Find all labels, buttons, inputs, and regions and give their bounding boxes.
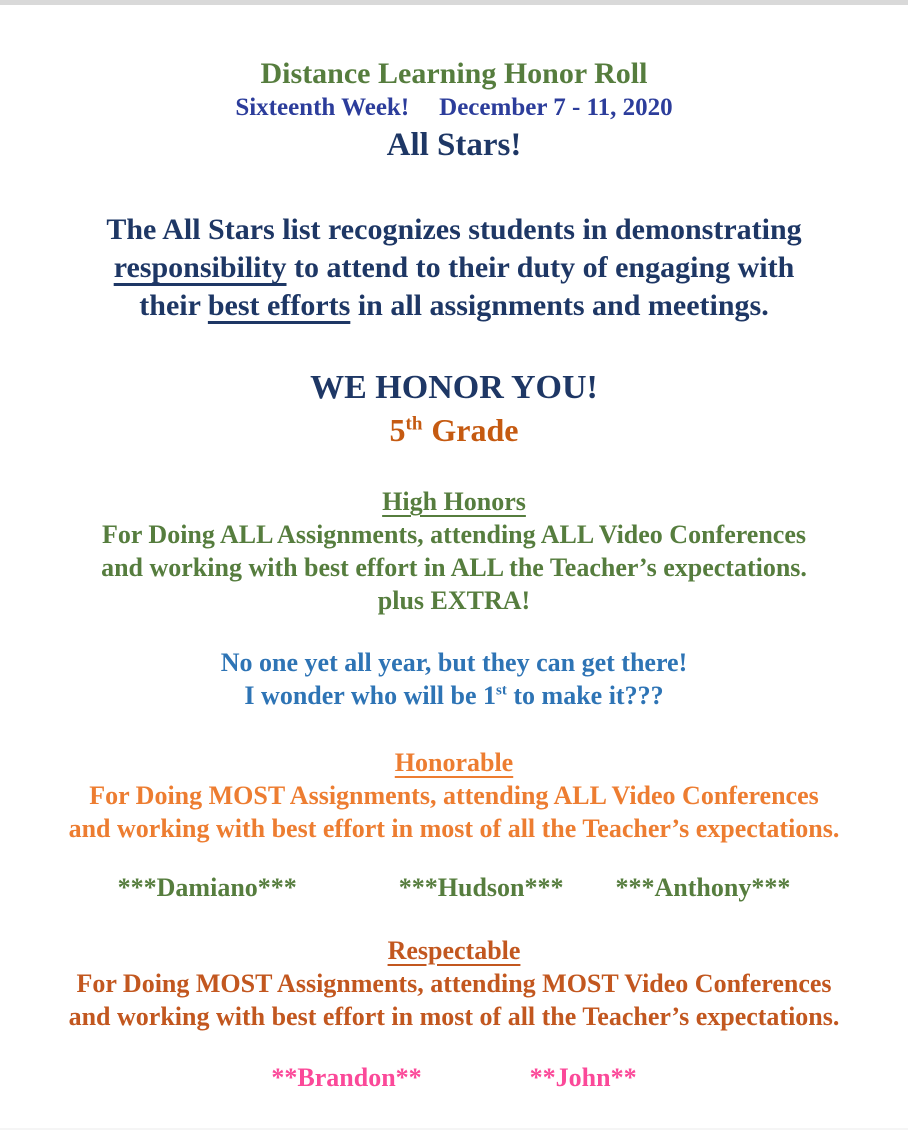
responsibility-underlined: responsibility <box>113 251 287 284</box>
best-efforts-underlined: best efforts <box>207 289 351 322</box>
note-line-2 <box>0 679 908 712</box>
all-stars-subtitle: All Stars! <box>386 127 522 163</box>
intro-line-3-pre: their <box>139 289 208 322</box>
intro-paragraph <box>0 211 908 325</box>
honorable-name-damiano: ***Damiano*** <box>117 873 297 902</box>
week-date-line <box>0 93 908 123</box>
grade-line <box>0 409 908 451</box>
date-range: December 7 - 11, 2020 <box>439 94 673 121</box>
encouragement-note <box>0 646 908 712</box>
respectable-name-john: **John** <box>529 1063 637 1092</box>
respectable-heading: Respectable <box>387 936 521 965</box>
page-top-edge <box>0 0 908 5</box>
respectable-section <box>0 934 908 1033</box>
intro-line-2 <box>0 249 908 287</box>
grade-word: Grade <box>431 412 519 448</box>
grade-number: 5 <box>389 412 406 448</box>
honorable-name-anthony: ***Anthony*** <box>615 873 791 902</box>
intro-line-3 <box>0 287 908 325</box>
note-line-1: No one yet all year, but they can get there! <box>220 648 688 677</box>
first-ordinal-suffix: st <box>496 682 507 699</box>
honorable-names-row <box>0 871 908 904</box>
honorable-heading: Honorable <box>394 748 514 777</box>
respectable-line-1: For Doing MOST Assignments, attending MOST Video Conferences <box>76 969 832 998</box>
high-honors-line-3: plus EXTRA! <box>377 586 531 615</box>
high-honors-line-1: For Doing ALL Assignments, attending ALL Video Conferences <box>101 520 807 549</box>
intro-line-3-post: in all assignments and meetings. <box>350 289 769 322</box>
note-line-2-pre: I wonder who will be 1 <box>244 681 497 710</box>
we-honor-you-heading: WE HONOR YOU! <box>310 369 598 406</box>
honorable-line-1: For Doing MOST Assignments, attending ALL Video Conferences <box>89 781 819 810</box>
week-label: Sixteenth Week! <box>235 94 410 121</box>
respectable-line-2: and working with best effort in most of all the Teacher’s expectations. <box>68 1002 840 1031</box>
intro-line-1 <box>0 211 908 249</box>
grade-ordinal-suffix: th <box>405 413 423 435</box>
honorable-line-2: and working with best effort in most of all the Teacher’s expectations. <box>68 814 840 843</box>
respectable-names-row <box>0 1061 908 1094</box>
high-honors-heading: High Honors <box>382 487 526 516</box>
document-title: Distance Learning Honor Roll <box>260 57 648 90</box>
honorable-name-hudson: ***Hudson*** <box>398 873 564 902</box>
intro-line-2-rest: to attend to their duty of engaging with <box>286 251 795 284</box>
respectable-name-brandon: **Brandon** <box>271 1063 422 1092</box>
high-honors-line-2: and working with best effort in ALL the Teacher’s expectations. <box>101 553 807 582</box>
honorable-section <box>0 746 908 845</box>
note-line-2-post: to make it??? <box>506 681 664 710</box>
intro-line-1-text: The All Stars list recognizes students in demonstrating <box>106 213 802 246</box>
high-honors-section <box>0 485 908 617</box>
